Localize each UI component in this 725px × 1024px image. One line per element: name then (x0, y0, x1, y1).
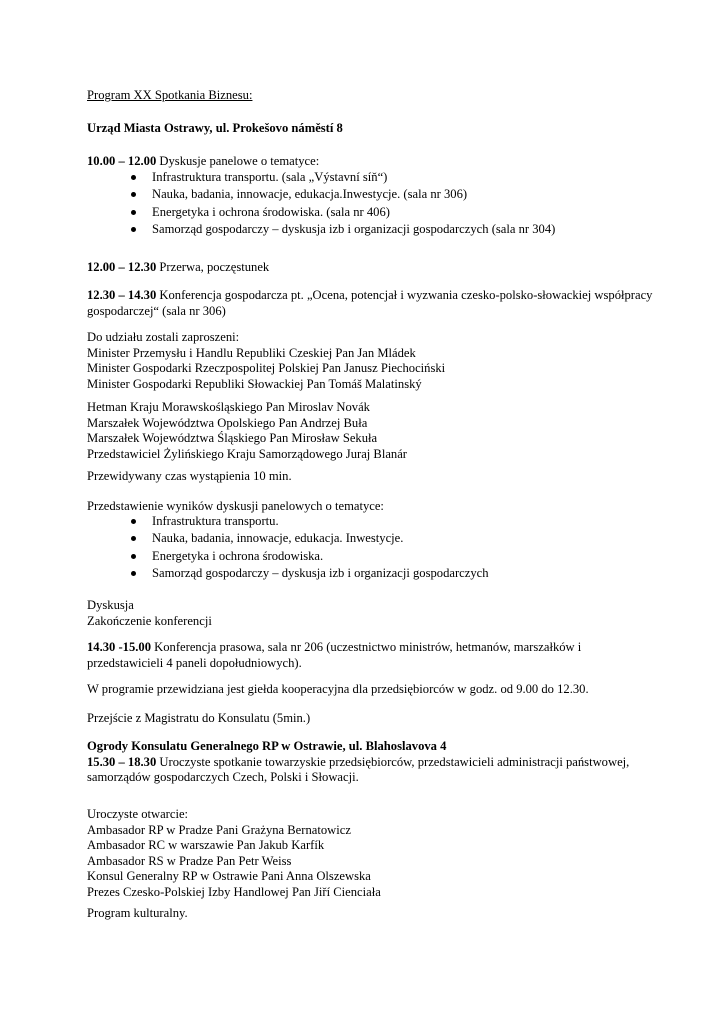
closing: Zakończenie konferencji (87, 613, 212, 628)
invited-block (87, 330, 647, 392)
list-item: Marszałek Województwa Śląskiego Pan Mirosław Sekuła (87, 431, 378, 446)
invited-heading: Do udziału zostali zaproszeni: (87, 330, 240, 344)
consulate-block: Ogrody Konsulatu Generalnego RP w Ostrawie, ul. Blahoslavova 4 15.30 – 18.30 Uroczyste spotkanie towarzyskie przedsiębiorców, przedstawicieli administracji państwowej, samorządów gospodarczych Czech, Polski i Słowacji. (87, 739, 630, 785)
press-paragraph: 14.30 -15.00 Konferencja prasowa, sala nr 206 (uczestnictwo ministrów, hetmanów, marszałków i przedstawicieli 4 paneli dopołudniowych). (87, 640, 582, 670)
list-item: Przedstawiciel Żylińskiego Kraju Samorządowego Juraj Blanár (87, 446, 407, 461)
program-title: Program XX Spotkania Biznesu: (87, 88, 253, 102)
list-item: Minister Gospodarki Republiki Słowackiej Pan Tomáš Malatinský (87, 376, 422, 391)
discussion-block (87, 598, 647, 629)
panels-list (87, 170, 555, 239)
bullet-icon (131, 554, 136, 559)
press-time: 14.30 -15.00 (87, 640, 152, 654)
list-item: Minister Gospodarki Rzeczpospolitej Polskiej Pan Janusz Piechociński (87, 361, 446, 376)
speech-time: Przewidywany czas wystąpienia 10 min. (87, 469, 292, 483)
list-item: Ambasador RP w Pradze Pani Grażyna Bernatowicz (87, 822, 351, 837)
transfer-note: Przejście z Magistratu do Konsulatu (5min.) (87, 711, 311, 725)
opening-heading: Uroczyste otwarcie: (87, 807, 189, 821)
results-list (87, 514, 489, 583)
exchange-note: W programie przewidziana jest giełda kooperacyjna dla przedsiębiorców w godz. od 9.00 do 12.30. (87, 682, 589, 696)
regional-block (87, 400, 647, 462)
bullet-icon (131, 227, 136, 232)
bullet-icon (131, 210, 136, 215)
list-item: Nauka, badania, innowacje, edukacja. Inwestycje. (87, 531, 489, 548)
list-item: Samorząd gospodarczy – dyskusja izb i organizacji gospodarczych (sala nr 304) (87, 222, 555, 239)
meeting-time: 15.30 – 18.30 (87, 754, 157, 769)
list-item: Minister Przemysłu i Handlu Republiki Czeskiej Pan Jan Mládek (87, 345, 416, 360)
list-item: Hetman Kraju Morawskośląskiego Pan Miroslav Novák (87, 400, 370, 414)
discussion: Dyskusja (87, 598, 134, 612)
bullet-icon (131, 519, 136, 524)
list-item: Prezes Czesko-Polskiej Izby Handlowej Pan Jiří Cienciała (87, 884, 381, 899)
list-item: Ambasador RS w Pradze Pan Petr Weiss (87, 853, 292, 868)
break-time: 12.00 – 12.30 (87, 260, 157, 274)
panels-header (87, 154, 647, 170)
results-heading: Przedstawienie wyników dyskusji panelowych o tematyce: (87, 499, 384, 513)
list-item: Konsul Generalny RP w Ostrawie Pani Anna Olszewska (87, 869, 371, 884)
conference-time: 12.30 – 14.30 (87, 288, 157, 302)
list-item: Ambasador RC w warszawie Pan Jakub Karfík (87, 838, 325, 853)
panels-text: Dyskusje panelowe o tematyce: (156, 154, 320, 168)
list-item: Infrastruktura transportu. (sala „Výstavní síň“) (87, 170, 555, 187)
opening-block (87, 807, 647, 901)
list-item: Nauka, badania, innowacje, edukacja.Inwestycje. (sala nr 306) (87, 187, 555, 204)
bullet-icon (131, 571, 136, 576)
bullet-icon (131, 536, 136, 541)
break-line: 12.00 – 12.30 Przerwa, poczęstunek (87, 260, 270, 274)
cultural-program: Program kulturalny. (87, 906, 188, 920)
panels-time: 10.00 – 12.00 (87, 154, 157, 168)
venue-city-hall: Urząd Miasta Ostrawy, ul. Prokešovo náměstí 8 (87, 121, 343, 135)
list-item: Samorząd gospodarczy – dyskusja izb i organizacji gospodarczych (87, 566, 489, 583)
list-item: Marszałek Województwa Opolskiego Pan Andrzej Buła (87, 415, 368, 430)
list-item: Infrastruktura transportu. (87, 514, 489, 531)
list-item: Energetyka i ochrona środowiska. (87, 549, 489, 566)
conference-paragraph: 12.30 – 14.30 Konferencja gospodarcza pt. „Ocena, potencjał i wyzwania czesko-polsko-słowackiej współpracy gospodarczej“ (sala nr 306) (87, 288, 653, 318)
list-item: Energetyka i ochrona środowiska. (sala nr 406) (87, 205, 555, 222)
venue-consulate: Ogrody Konsulatu Generalnego RP w Ostrawie, ul. Blahoslavova 4 (87, 739, 447, 753)
bullet-icon (131, 192, 136, 197)
bullet-icon (131, 175, 136, 180)
